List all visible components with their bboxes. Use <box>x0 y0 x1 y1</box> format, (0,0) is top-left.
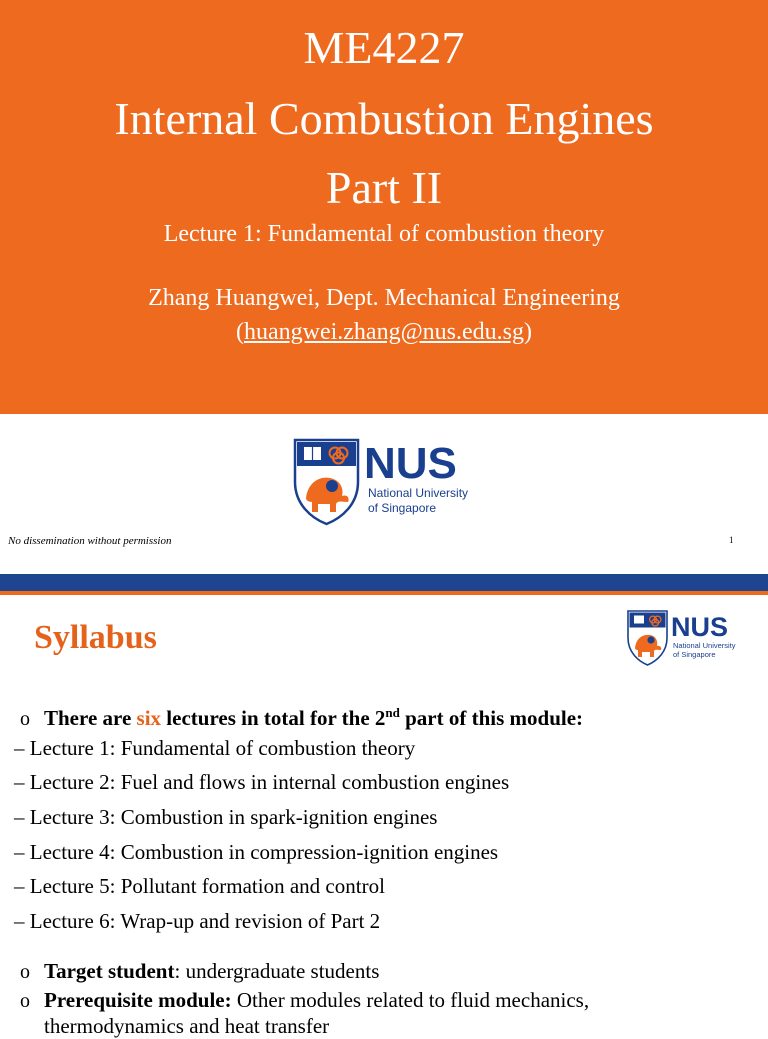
intro-superscript: nd <box>385 705 400 720</box>
slide-header-accent <box>0 591 768 595</box>
nus-crest-small-icon <box>628 611 667 665</box>
email-open-paren: ( <box>235 319 244 345</box>
email-link[interactable]: huangwei.zhang@nus.edu.sg <box>243 319 525 345</box>
nus-crest-icon <box>295 440 358 524</box>
author-line: Zhang Huangwei, Dept. Mechanical Engineering <box>148 285 620 311</box>
intro-text-2: lectures in total for the 2 <box>161 706 386 730</box>
nus-logo <box>292 438 482 526</box>
target-student-value: : undergraduate students <box>174 959 380 983</box>
intro-highlight: six <box>136 706 162 730</box>
nus-wordmark: NUS <box>364 439 457 488</box>
nus-name-line2: of Singapore <box>368 501 437 515</box>
intro-bullet <box>20 700 583 732</box>
prerequisite-value: Other modules related to fluid mechanics, <box>231 988 590 1012</box>
course-part: Part II <box>325 162 443 213</box>
slide-heading: Syllabus <box>34 619 157 656</box>
prerequisite-continuation: thermodynamics and heat transfer <box>44 1014 330 1038</box>
dissemination-note: No dissemination without permission <box>8 535 172 547</box>
bullet-marker: o <box>20 990 30 1012</box>
intro-text-1: There are <box>44 706 137 730</box>
target-student-bullet <box>20 958 379 985</box>
bullet-marker: o <box>20 961 30 983</box>
email-line <box>0 317 768 347</box>
course-title: Internal Combustion Engines <box>114 93 654 144</box>
nus-name-small-line2: of Singapore <box>673 650 716 659</box>
target-student-label: Target student <box>44 959 175 983</box>
lecture-list-item: – Lecture 6: Wrap-up and revision of Part 2 <box>14 909 381 933</box>
nus-name-line1: National University <box>368 486 469 500</box>
lecture-list-item: – Lecture 3: Combustion in spark-ignition engines <box>14 805 438 829</box>
lecture-list-item: – Lecture 4: Combustion in compression-ignition engines <box>14 840 499 864</box>
lecture-list-item: – Lecture 2: Fuel and flows in internal combustion engines <box>14 770 510 794</box>
page-number: 1 <box>729 535 734 545</box>
email-close-paren: ) <box>524 319 533 345</box>
nus-name-small-line1: National University <box>673 641 736 650</box>
prerequisite-label: Prerequisite module: <box>44 988 232 1012</box>
lecture-list-item: – Lecture 5: Pollutant formation and control <box>14 874 385 898</box>
nus-wordmark-small: NUS <box>671 612 729 642</box>
lecture-list-item: – Lecture 1: Fundamental of combustion theory <box>14 736 416 760</box>
lecture-title: Lecture 1: Fundamental of combustion theory <box>163 221 605 247</box>
bullet-marker: o <box>20 708 30 730</box>
title-slide-header <box>0 0 768 414</box>
slide-header-bar <box>0 574 768 591</box>
prerequisite-bullet <box>20 987 589 1014</box>
intro-text-3: part of this module: <box>399 706 584 730</box>
course-code: ME4227 <box>303 22 465 73</box>
nus-logo-small <box>626 610 744 666</box>
